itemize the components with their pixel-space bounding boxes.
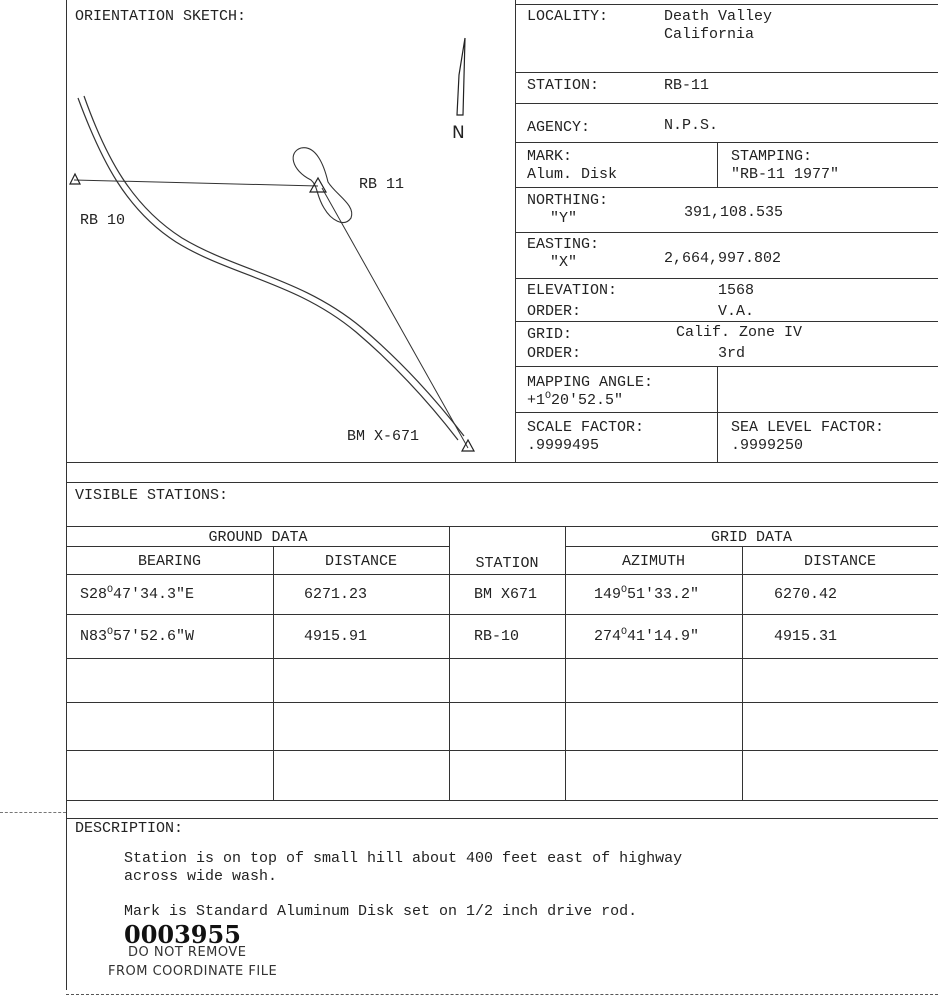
sep-easting — [515, 278, 938, 279]
sep-visible-top — [66, 482, 938, 483]
file-number-stamp: 0003955 — [124, 920, 241, 949]
stamp-line1: DO NOT REMOVE — [128, 945, 247, 960]
sight-line-bm — [322, 188, 468, 448]
stamp-line2: FROM COORDINATE FILE — [108, 964, 278, 979]
easting-sub: "X" — [550, 254, 578, 271]
table-row3-bottom — [66, 702, 938, 703]
sep-visible-bottom — [66, 526, 938, 527]
sea-level-factor-label: SEA LEVEL FACTOR: — [731, 419, 885, 436]
sep-station — [515, 103, 938, 104]
locality-value-line2: California — [664, 26, 755, 43]
sep-locality — [515, 72, 938, 73]
elevation-order-label: ORDER: — [527, 303, 582, 320]
elevation-label: ELEVATION: — [527, 282, 618, 299]
road-line-outer — [78, 98, 458, 440]
sketch-label-rb10: RB 10 — [80, 212, 126, 229]
table-bottom — [66, 800, 938, 801]
orientation-sketch-drawing — [66, 20, 515, 462]
sep-mapping — [515, 412, 938, 413]
sep-top-section — [66, 462, 938, 463]
north-arrow-icon — [457, 38, 465, 115]
station-value: RB-11 — [664, 77, 710, 94]
northing-label: NORTHING: — [527, 192, 609, 209]
scale-factor-label: SCALE FACTOR: — [527, 419, 645, 436]
grid-order-value: 3rd — [718, 345, 746, 362]
description-label: DESCRIPTION: — [75, 820, 184, 837]
row2-distance: 4915.91 — [304, 628, 368, 645]
triangle-bm-icon — [462, 440, 474, 451]
locality-label: LOCALITY: — [527, 8, 609, 25]
mapping-angle-label: MAPPING ANGLE: — [527, 374, 654, 391]
table-header-bottom — [66, 574, 938, 575]
frame-top-right-line — [515, 4, 938, 5]
col-bearing-header: BEARING — [137, 553, 201, 570]
sep-mark — [515, 187, 938, 188]
grid-order-label: ORDER: — [527, 345, 582, 362]
mapping-angle-value: $+1^O20'52.5$" — [527, 391, 624, 409]
ground-data-header: GROUND DATA — [208, 529, 308, 546]
table-row2-bottom — [66, 658, 938, 659]
row1-distance: 6271.23 — [304, 586, 368, 603]
sep-agency — [515, 142, 938, 143]
grid-data-header: GRID DATA — [710, 529, 792, 546]
easting-label: EASTING: — [527, 236, 600, 253]
row1-grid-distance: 6270.42 — [774, 586, 838, 603]
sep-description-top — [66, 818, 938, 819]
table-col-azimuth — [742, 546, 743, 800]
sight-line-rb10 — [74, 180, 318, 186]
elevation-value: 1568 — [718, 282, 755, 299]
table-row: $N83^O57'52.6"W$ — [80, 627, 195, 645]
table-row1-bottom — [66, 614, 938, 615]
elevation-order-value: V.A. — [718, 303, 755, 320]
grid-value: Calif. Zone IV — [676, 324, 803, 341]
table-col-bearing — [273, 546, 274, 800]
description-para1-line1: Station is on top of small hill about 400 feet east of highway — [124, 850, 683, 867]
orientation-sketch-label: ORIENTATION SKETCH: — [75, 8, 247, 25]
road-line-inner — [84, 96, 464, 436]
row1-azimuth: $149^O51'33.2$" — [594, 585, 700, 603]
stamping-value: "RB-11 1977" — [731, 166, 840, 183]
sketch-label-bm: BM X-671 — [347, 428, 420, 445]
sea-level-factor-value: .9999250 — [731, 437, 804, 454]
description-para1-line2: across wide wash. — [124, 868, 278, 885]
grid-label: GRID: — [527, 326, 573, 343]
table-row4-bottom — [66, 750, 938, 751]
row1-station: BM X671 — [474, 586, 538, 603]
northing-sub: "Y" — [550, 210, 578, 227]
triangle-rb10-icon — [70, 174, 80, 184]
row2-azimuth: $274^O41'14.9$" — [594, 627, 700, 645]
sketch-label-north: N — [452, 123, 465, 143]
station-label: STATION: — [527, 77, 600, 94]
row2-grid-distance: 4915.31 — [774, 628, 838, 645]
col-grid-distance-header: DISTANCE — [803, 553, 876, 570]
locality-value-line1: Death Valley — [664, 8, 773, 25]
sep-elevation — [515, 321, 938, 322]
mark-stamping-divider — [717, 142, 718, 187]
northing-value: 391,108.535 — [684, 204, 784, 221]
col-azimuth-header: AZIMUTH — [621, 553, 685, 570]
mapping-divider — [717, 366, 718, 462]
agency-value: N.P.S. — [664, 117, 719, 134]
frame-mid-divider — [515, 0, 516, 462]
easting-value: 2,664,997.802 — [664, 250, 782, 267]
col-distance-header: DISTANCE — [324, 553, 397, 570]
sketch-label-rb11: RB 11 — [359, 176, 405, 193]
row2-station: RB-10 — [474, 628, 520, 645]
stamping-label: STAMPING: — [731, 148, 813, 165]
sep-northing — [515, 232, 938, 233]
sep-bottom-dashed — [66, 994, 938, 995]
agency-label: AGENCY: — [527, 119, 591, 136]
scale-factor-value: .9999495 — [527, 437, 600, 454]
table-row: $S28^O47'34.3"E$ — [80, 585, 195, 603]
col-station-header: STATION — [475, 555, 539, 572]
description-para2: Mark is Standard Aluminum Disk set on 1/2 inch drive rod. — [124, 903, 638, 920]
scan-dash-left — [0, 812, 66, 813]
sep-grid — [515, 366, 938, 367]
mark-label: MARK: — [527, 148, 573, 165]
visible-stations-label: VISIBLE STATIONS: — [75, 487, 229, 504]
mark-value: Alum. Disk — [527, 166, 618, 183]
